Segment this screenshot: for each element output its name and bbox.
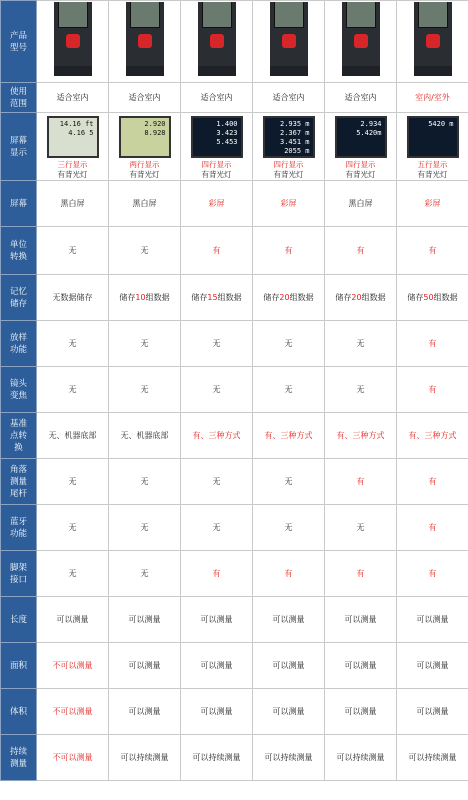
screen-reading: 2.367 m	[279, 129, 310, 137]
display-cell	[397, 113, 468, 181]
screen-reading: 2.920	[144, 120, 166, 128]
cell-area	[181, 643, 253, 689]
cell-screen	[253, 181, 325, 227]
cell-length	[397, 597, 468, 643]
row-header-label: 长度	[9, 614, 27, 625]
cell-screen	[325, 181, 397, 227]
display-lines-label: 四行显示	[201, 160, 232, 169]
cell-continuous	[253, 735, 325, 781]
cell-scope	[109, 83, 181, 113]
device-image	[327, 2, 394, 82]
screen-reading: 3.423	[216, 129, 238, 137]
cell-screen	[37, 181, 109, 227]
cell-value: 无	[284, 339, 293, 348]
row-header-label: 记忆储存	[9, 286, 27, 309]
row-header-continuous	[1, 735, 37, 781]
cell-value: 不可以测量	[52, 661, 93, 670]
cell-reference	[253, 413, 325, 459]
cell-bluetooth	[325, 505, 397, 551]
cell-area	[37, 643, 109, 689]
screen-reading: 2.934	[360, 120, 382, 128]
row-scope	[1, 83, 468, 113]
cell-bluetooth	[253, 505, 325, 551]
cell-value: 可以测量	[200, 661, 233, 670]
cell-value: 室内/室外	[415, 93, 450, 102]
screen-reading: 5420 m	[428, 120, 454, 128]
cell-value: 适合室内	[272, 93, 305, 102]
cell-value: 有	[428, 569, 437, 578]
cell-value: 无	[68, 477, 77, 486]
cell-angle	[253, 459, 325, 505]
cell-value: 可以测量	[128, 615, 161, 624]
cell-value: 有	[356, 569, 365, 578]
cell-value: 无	[140, 385, 149, 394]
cell-bluetooth	[181, 505, 253, 551]
display-cell	[325, 113, 397, 181]
device-image	[111, 2, 178, 82]
cell-value: 无数据储存	[52, 293, 93, 302]
cell-value: 有、三种方式	[264, 431, 313, 440]
cell-value: 黑白屏	[348, 199, 373, 208]
cell-memory	[181, 275, 253, 321]
cell-memory	[253, 275, 325, 321]
cell-value: 适合室内	[200, 93, 233, 102]
cell-value: 可以测量	[416, 707, 449, 716]
row-header-reference	[1, 413, 37, 459]
row-header-label: 基准点转换	[9, 418, 27, 453]
cell-value: 有	[428, 246, 437, 255]
screen-preview	[335, 116, 387, 158]
cell-memory	[109, 275, 181, 321]
screen-reading: 8.928	[144, 129, 166, 137]
device-image-cell	[37, 1, 109, 83]
cell-value: 可以测量	[416, 661, 449, 670]
backlight-label: 有背光灯	[273, 170, 304, 179]
device-image	[399, 2, 466, 82]
cell-stakeout	[181, 321, 253, 367]
display-lines-label: 四行显示	[273, 160, 304, 169]
screen-reading: 4.16 5	[68, 129, 94, 137]
row-header-memory	[1, 275, 37, 321]
cell-volume	[397, 689, 468, 735]
cell-reference	[109, 413, 181, 459]
cell-zoom	[397, 367, 468, 413]
cell-stakeout	[37, 321, 109, 367]
cell-continuous	[181, 735, 253, 781]
cell-value: 储存20组数据	[263, 293, 314, 302]
cell-value: 无	[140, 339, 149, 348]
cell-value: 可以持续测量	[336, 753, 385, 762]
cell-value: 可以测量	[344, 707, 377, 716]
device-image	[39, 2, 106, 82]
display-cell	[109, 113, 181, 181]
cell-scope	[325, 83, 397, 113]
cell-value: 可以持续测量	[120, 753, 169, 762]
cell-value: 储存50组数据	[407, 293, 458, 302]
backlight-label: 有背光灯	[201, 170, 232, 179]
row-header-zoom	[1, 367, 37, 413]
row-display	[1, 113, 468, 181]
row-header-label: 脚架接口	[9, 562, 27, 585]
row-header-tripod	[1, 551, 37, 597]
screen-reading: 14.16 ft	[59, 120, 94, 128]
backlight-label: 有背光灯	[57, 170, 88, 179]
row-header-label: 角落测量尾杆	[9, 464, 27, 499]
cell-screen	[397, 181, 468, 227]
cell-stakeout	[325, 321, 397, 367]
cell-value: 无	[68, 385, 77, 394]
display-lines-label: 两行显示	[129, 160, 160, 169]
cell-length	[181, 597, 253, 643]
display-cell	[181, 113, 253, 181]
device-image-cell	[325, 1, 397, 83]
cell-value: 有	[428, 477, 437, 486]
cell-scope	[253, 83, 325, 113]
cell-angle	[181, 459, 253, 505]
cell-bluetooth	[397, 505, 468, 551]
row-stakeout	[1, 321, 468, 367]
cell-tripod	[325, 551, 397, 597]
row-header-unit	[1, 227, 37, 275]
device-image-cell	[181, 1, 253, 83]
display-cell	[37, 113, 109, 181]
cell-volume	[109, 689, 181, 735]
cell-memory	[325, 275, 397, 321]
cell-screen	[181, 181, 253, 227]
row-bluetooth	[1, 505, 468, 551]
cell-value: 无	[68, 569, 77, 578]
row-model	[1, 1, 468, 83]
screen-reading: 2055 m	[284, 147, 310, 155]
cell-length	[109, 597, 181, 643]
row-header-screen	[1, 181, 37, 227]
cell-tripod	[109, 551, 181, 597]
row-header-label: 面积	[9, 660, 27, 671]
cell-angle	[325, 459, 397, 505]
cell-value: 可以持续测量	[408, 753, 457, 762]
cell-value: 不可以测量	[52, 753, 93, 762]
cell-value: 不可以测量	[52, 707, 93, 716]
cell-unit	[253, 227, 325, 275]
cell-value: 无	[356, 523, 365, 532]
cell-value: 可以测量	[344, 615, 377, 624]
cell-continuous	[37, 735, 109, 781]
row-zoom	[1, 367, 468, 413]
cell-value: 无	[68, 339, 77, 348]
cell-value: 无	[140, 569, 149, 578]
cell-length	[253, 597, 325, 643]
row-header-stakeout	[1, 321, 37, 367]
row-header-label: 单位转换	[9, 239, 27, 262]
row-header-label: 持续测量	[9, 746, 27, 769]
cell-memory	[37, 275, 109, 321]
cell-value: 无	[284, 385, 293, 394]
cell-value: 可以测量	[272, 615, 305, 624]
screen-preview	[191, 116, 243, 158]
cell-continuous	[397, 735, 468, 781]
cell-value: 有	[356, 477, 365, 486]
cell-zoom	[325, 367, 397, 413]
cell-area	[253, 643, 325, 689]
device-image	[255, 2, 322, 82]
cell-value: 可以测量	[56, 615, 89, 624]
row-header-display	[1, 113, 37, 181]
cell-volume	[325, 689, 397, 735]
cell-value: 有	[428, 385, 437, 394]
screen-reading: 5.453	[216, 138, 238, 146]
device-image-cell	[253, 1, 325, 83]
row-header-area	[1, 643, 37, 689]
row-reference	[1, 413, 468, 459]
cell-area	[397, 643, 468, 689]
row-volume	[1, 689, 468, 735]
cell-zoom	[253, 367, 325, 413]
row-header-label: 使用范围	[9, 86, 27, 109]
cell-value: 无、机器底部	[120, 431, 169, 440]
device-image-cell	[397, 1, 468, 83]
cell-length	[37, 597, 109, 643]
cell-tripod	[181, 551, 253, 597]
cell-value: 无	[284, 477, 293, 486]
cell-value: 无	[356, 385, 365, 394]
row-header-label: 产品型号	[9, 30, 27, 53]
cell-value: 无	[212, 385, 221, 394]
row-unit	[1, 227, 468, 275]
cell-value: 无	[284, 523, 293, 532]
cell-value: 无	[212, 339, 221, 348]
device-image-cell	[109, 1, 181, 83]
row-memory	[1, 275, 468, 321]
display-lines-label: 四行显示	[345, 160, 376, 169]
row-header-bluetooth	[1, 505, 37, 551]
screen-reading: 1.400	[216, 120, 238, 128]
cell-value: 适合室内	[344, 93, 377, 102]
cell-value: 适合室内	[56, 93, 89, 102]
cell-value: 无、机器底部	[48, 431, 97, 440]
device-image	[183, 2, 250, 82]
cell-value: 无	[68, 523, 77, 532]
cell-value: 有	[356, 246, 365, 255]
cell-zoom	[181, 367, 253, 413]
cell-value: 可以测量	[128, 707, 161, 716]
cell-value: 可以持续测量	[264, 753, 313, 762]
cell-stakeout	[109, 321, 181, 367]
row-screen	[1, 181, 468, 227]
row-header-scope	[1, 83, 37, 113]
cell-scope	[181, 83, 253, 113]
row-header-label: 屏幕显示	[9, 135, 27, 158]
cell-value: 有	[284, 569, 293, 578]
display-lines-label: 五行显示	[417, 160, 448, 169]
cell-value: 彩屏	[208, 199, 225, 208]
backlight-label: 有背光灯	[417, 170, 448, 179]
cell-angle	[37, 459, 109, 505]
row-header-length	[1, 597, 37, 643]
screen-preview	[263, 116, 315, 158]
cell-value: 可以测量	[200, 615, 233, 624]
row-header-label: 屏幕	[9, 198, 27, 209]
cell-value: 可以测量	[272, 707, 305, 716]
cell-value: 无	[140, 246, 149, 255]
cell-reference	[325, 413, 397, 459]
row-header-label: 镜头变焦	[9, 378, 27, 401]
cell-angle	[109, 459, 181, 505]
cell-value: 无	[140, 523, 149, 532]
cell-value: 有	[428, 523, 437, 532]
row-area	[1, 643, 468, 689]
row-length	[1, 597, 468, 643]
cell-value: 黑白屏	[60, 199, 85, 208]
cell-value: 有	[212, 246, 221, 255]
cell-value: 彩屏	[424, 199, 441, 208]
cell-area	[109, 643, 181, 689]
cell-value: 可以测量	[344, 661, 377, 670]
cell-value: 有	[284, 246, 293, 255]
display-cell	[253, 113, 325, 181]
cell-value: 有、三种方式	[336, 431, 385, 440]
cell-unit	[37, 227, 109, 275]
cell-scope	[397, 83, 468, 113]
cell-continuous	[325, 735, 397, 781]
row-header-label: 蓝牙功能	[9, 516, 27, 539]
cell-value: 储存15组数据	[191, 293, 242, 302]
cell-bluetooth	[37, 505, 109, 551]
cell-value: 可以持续测量	[192, 753, 241, 762]
cell-tripod	[397, 551, 468, 597]
cell-stakeout	[253, 321, 325, 367]
cell-value: 储存10组数据	[119, 293, 170, 302]
screen-reading: 2.935 m	[279, 120, 310, 128]
cell-value: 有	[428, 339, 437, 348]
cell-continuous	[109, 735, 181, 781]
screen-reading: 5.420m	[356, 129, 382, 137]
cell-screen	[109, 181, 181, 227]
cell-tripod	[253, 551, 325, 597]
cell-scope	[37, 83, 109, 113]
cell-value: 无	[140, 477, 149, 486]
cell-value: 可以测量	[416, 615, 449, 624]
cell-tripod	[37, 551, 109, 597]
cell-unit	[181, 227, 253, 275]
cell-value: 有、三种方式	[408, 431, 457, 440]
cell-reference	[181, 413, 253, 459]
row-header-volume	[1, 689, 37, 735]
cell-memory	[397, 275, 468, 321]
cell-angle	[397, 459, 468, 505]
backlight-label: 有背光灯	[129, 170, 160, 179]
cell-unit	[109, 227, 181, 275]
row-header-model	[1, 1, 37, 83]
backlight-label: 有背光灯	[345, 170, 376, 179]
cell-unit	[397, 227, 468, 275]
cell-value: 无	[212, 477, 221, 486]
cell-value: 储存20组数据	[335, 293, 386, 302]
cell-reference	[397, 413, 468, 459]
cell-volume	[37, 689, 109, 735]
row-angle	[1, 459, 468, 505]
cell-bluetooth	[109, 505, 181, 551]
cell-value: 可以测量	[272, 661, 305, 670]
cell-stakeout	[397, 321, 468, 367]
cell-zoom	[37, 367, 109, 413]
cell-unit	[325, 227, 397, 275]
row-header-label: 放样功能	[9, 332, 27, 355]
screen-reading: 3.451 m	[279, 138, 310, 146]
cell-volume	[253, 689, 325, 735]
cell-value: 可以测量	[200, 707, 233, 716]
cell-area	[325, 643, 397, 689]
cell-length	[325, 597, 397, 643]
cell-reference	[37, 413, 109, 459]
cell-value: 无	[68, 246, 77, 255]
cell-value: 无	[212, 523, 221, 532]
screen-preview	[407, 116, 459, 158]
row-tripod	[1, 551, 468, 597]
row-continuous	[1, 735, 468, 781]
cell-value: 彩屏	[280, 199, 297, 208]
cell-value: 有	[212, 569, 221, 578]
row-header-label: 体积	[9, 706, 27, 717]
cell-zoom	[109, 367, 181, 413]
cell-value: 适合室内	[128, 93, 161, 102]
cell-value: 可以测量	[128, 661, 161, 670]
cell-value: 有、三种方式	[192, 431, 241, 440]
display-lines-label: 三行显示	[57, 160, 88, 169]
row-header-angle	[1, 459, 37, 505]
screen-preview	[119, 116, 171, 158]
cell-volume	[181, 689, 253, 735]
cell-value: 无	[356, 339, 365, 348]
screen-preview	[47, 116, 99, 158]
cell-value: 黑白屏	[132, 199, 157, 208]
